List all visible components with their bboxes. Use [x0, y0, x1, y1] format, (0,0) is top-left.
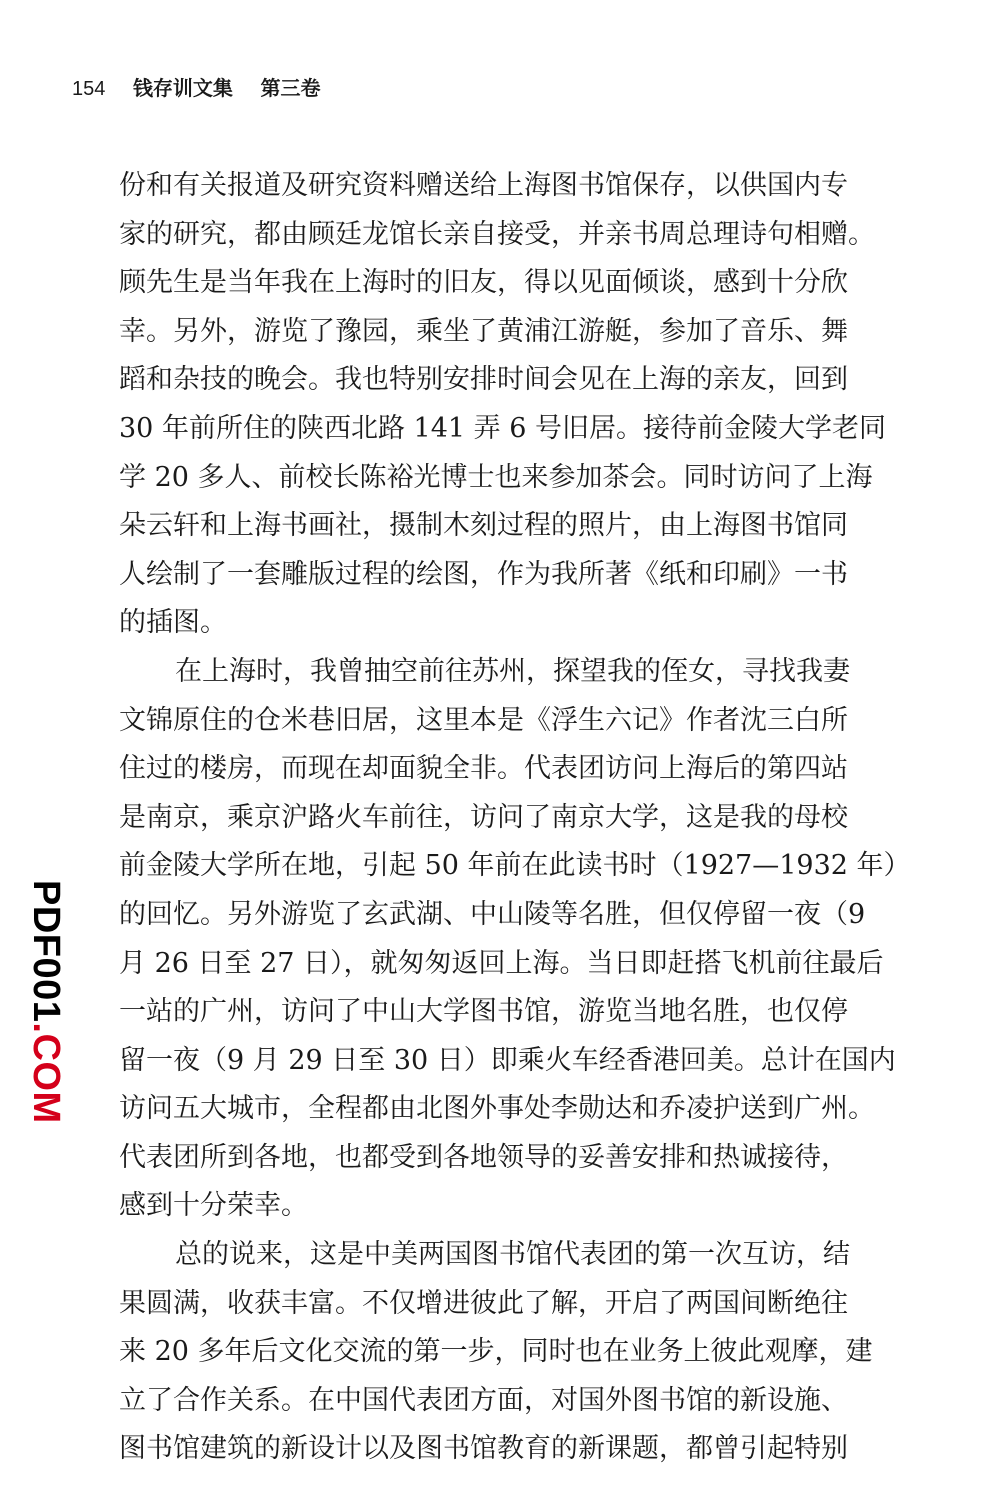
page-number: 154 — [72, 78, 106, 100]
text-line: 30 年前所住的陕西北路 141 弄 6 号旧居。接待前金陵大学老同 — [119, 412, 886, 444]
text-line: 是南京，乘京沪路火车前往，访问了南京大学，这是我的母校 — [119, 801, 848, 833]
text-line: 图书馆建筑的新设计以及图书馆教育的新课题，都曾引起特别 — [119, 1433, 848, 1465]
text-line: 立了合作关系。在中国代表团方面，对国外图书馆的新设施、 — [119, 1384, 848, 1416]
text-line: 蹈和杂技的晚会。我也特别安排时间会见在上海的亲友，回到 — [119, 364, 848, 396]
text-line: 感到十分荣幸。 — [119, 1190, 308, 1222]
text-line: 幸。另外，游览了豫园，乘坐了黄浦江游艇，参加了音乐、舞 — [119, 315, 848, 347]
text-line: 一站的广州，访问了中山大学图书馆，游览当地名胜，也仅停 — [119, 996, 848, 1028]
text-line: 的回忆。另外游览了玄武湖、中山陵等名胜，但仅停留一夜（9 — [119, 898, 866, 930]
text-line: 果圆满，收获丰富。不仅增进彼此了解，开启了两国间断绝往 — [119, 1287, 848, 1319]
svg-text:PDF001.COM — [25, 880, 67, 1124]
watermark-primary: PDF001 — [25, 880, 67, 1023]
text-line: 前金陵大学所在地，引起 50 年前在此读书时（1927—1932 年） — [119, 850, 911, 882]
text-line: 人绘制了一套雕版过程的绘图，作为我所著《纸和印刷》一书 — [119, 558, 848, 590]
text-line: 的插图。 — [119, 607, 227, 639]
watermark-accent: .COM — [25, 1022, 67, 1124]
text-line: 文锦原住的仓米巷旧居，这里本是《浮生六记》作者沈三白所 — [119, 704, 848, 736]
text-line: 朵云轩和上海书画社，摄制木刻过程的照片，由上海图书馆同 — [119, 510, 848, 542]
text-line: 份和有关报道及研究资料赠送给上海图书馆保存，以供国内专 — [119, 170, 848, 201]
running-header — [72, 74, 321, 104]
text-line: 代表团所到各地，也都受到各地领导的妥善安排和热诚接待， — [119, 1141, 848, 1173]
text-line: 留一夜（9 月 29 日至 30 日）即乘火车经香港回美。总计在国内 — [119, 1044, 896, 1076]
book-title: 钱存训文集 — [132, 78, 233, 100]
text-line: 顾先生是当年我在上海时的旧友，得以见面倾谈，感到十分欣 — [119, 267, 848, 299]
text-line: 学 20 多人、前校长陈裕光博士也来参加茶会。同时访问了上海 — [119, 461, 873, 493]
text-line: 住过的楼房，而现在却面貌全非。代表团访问上海后的第四站 — [119, 753, 848, 785]
text-line: 访问五大城市，全程都由北图外事处李勋达和乔凌护送到广州。 — [119, 1093, 875, 1125]
volume-label: 第三卷 — [260, 78, 321, 100]
text-line: 在上海时，我曾抽空前往苏州，探望我的侄女，寻找我妻 — [175, 655, 850, 687]
text-line: 总的说来，这是中美两国图书馆代表团的第一次互访，结 — [175, 1239, 850, 1271]
text-line: 来 20 多年后文化交流的第一步，同时也在业务上彼此观摩，建 — [119, 1336, 873, 1368]
body-text — [119, 162, 919, 1474]
text-line: 家的研究，都由顾廷龙馆长亲自接受，并亲书周总理诗句相赠。 — [119, 218, 875, 250]
text-line: 月 26 日至 27 日），就匆匆返回上海。当日即赶搭飞机前往最后 — [119, 947, 884, 979]
watermark-logo — [0, 878, 67, 1128]
